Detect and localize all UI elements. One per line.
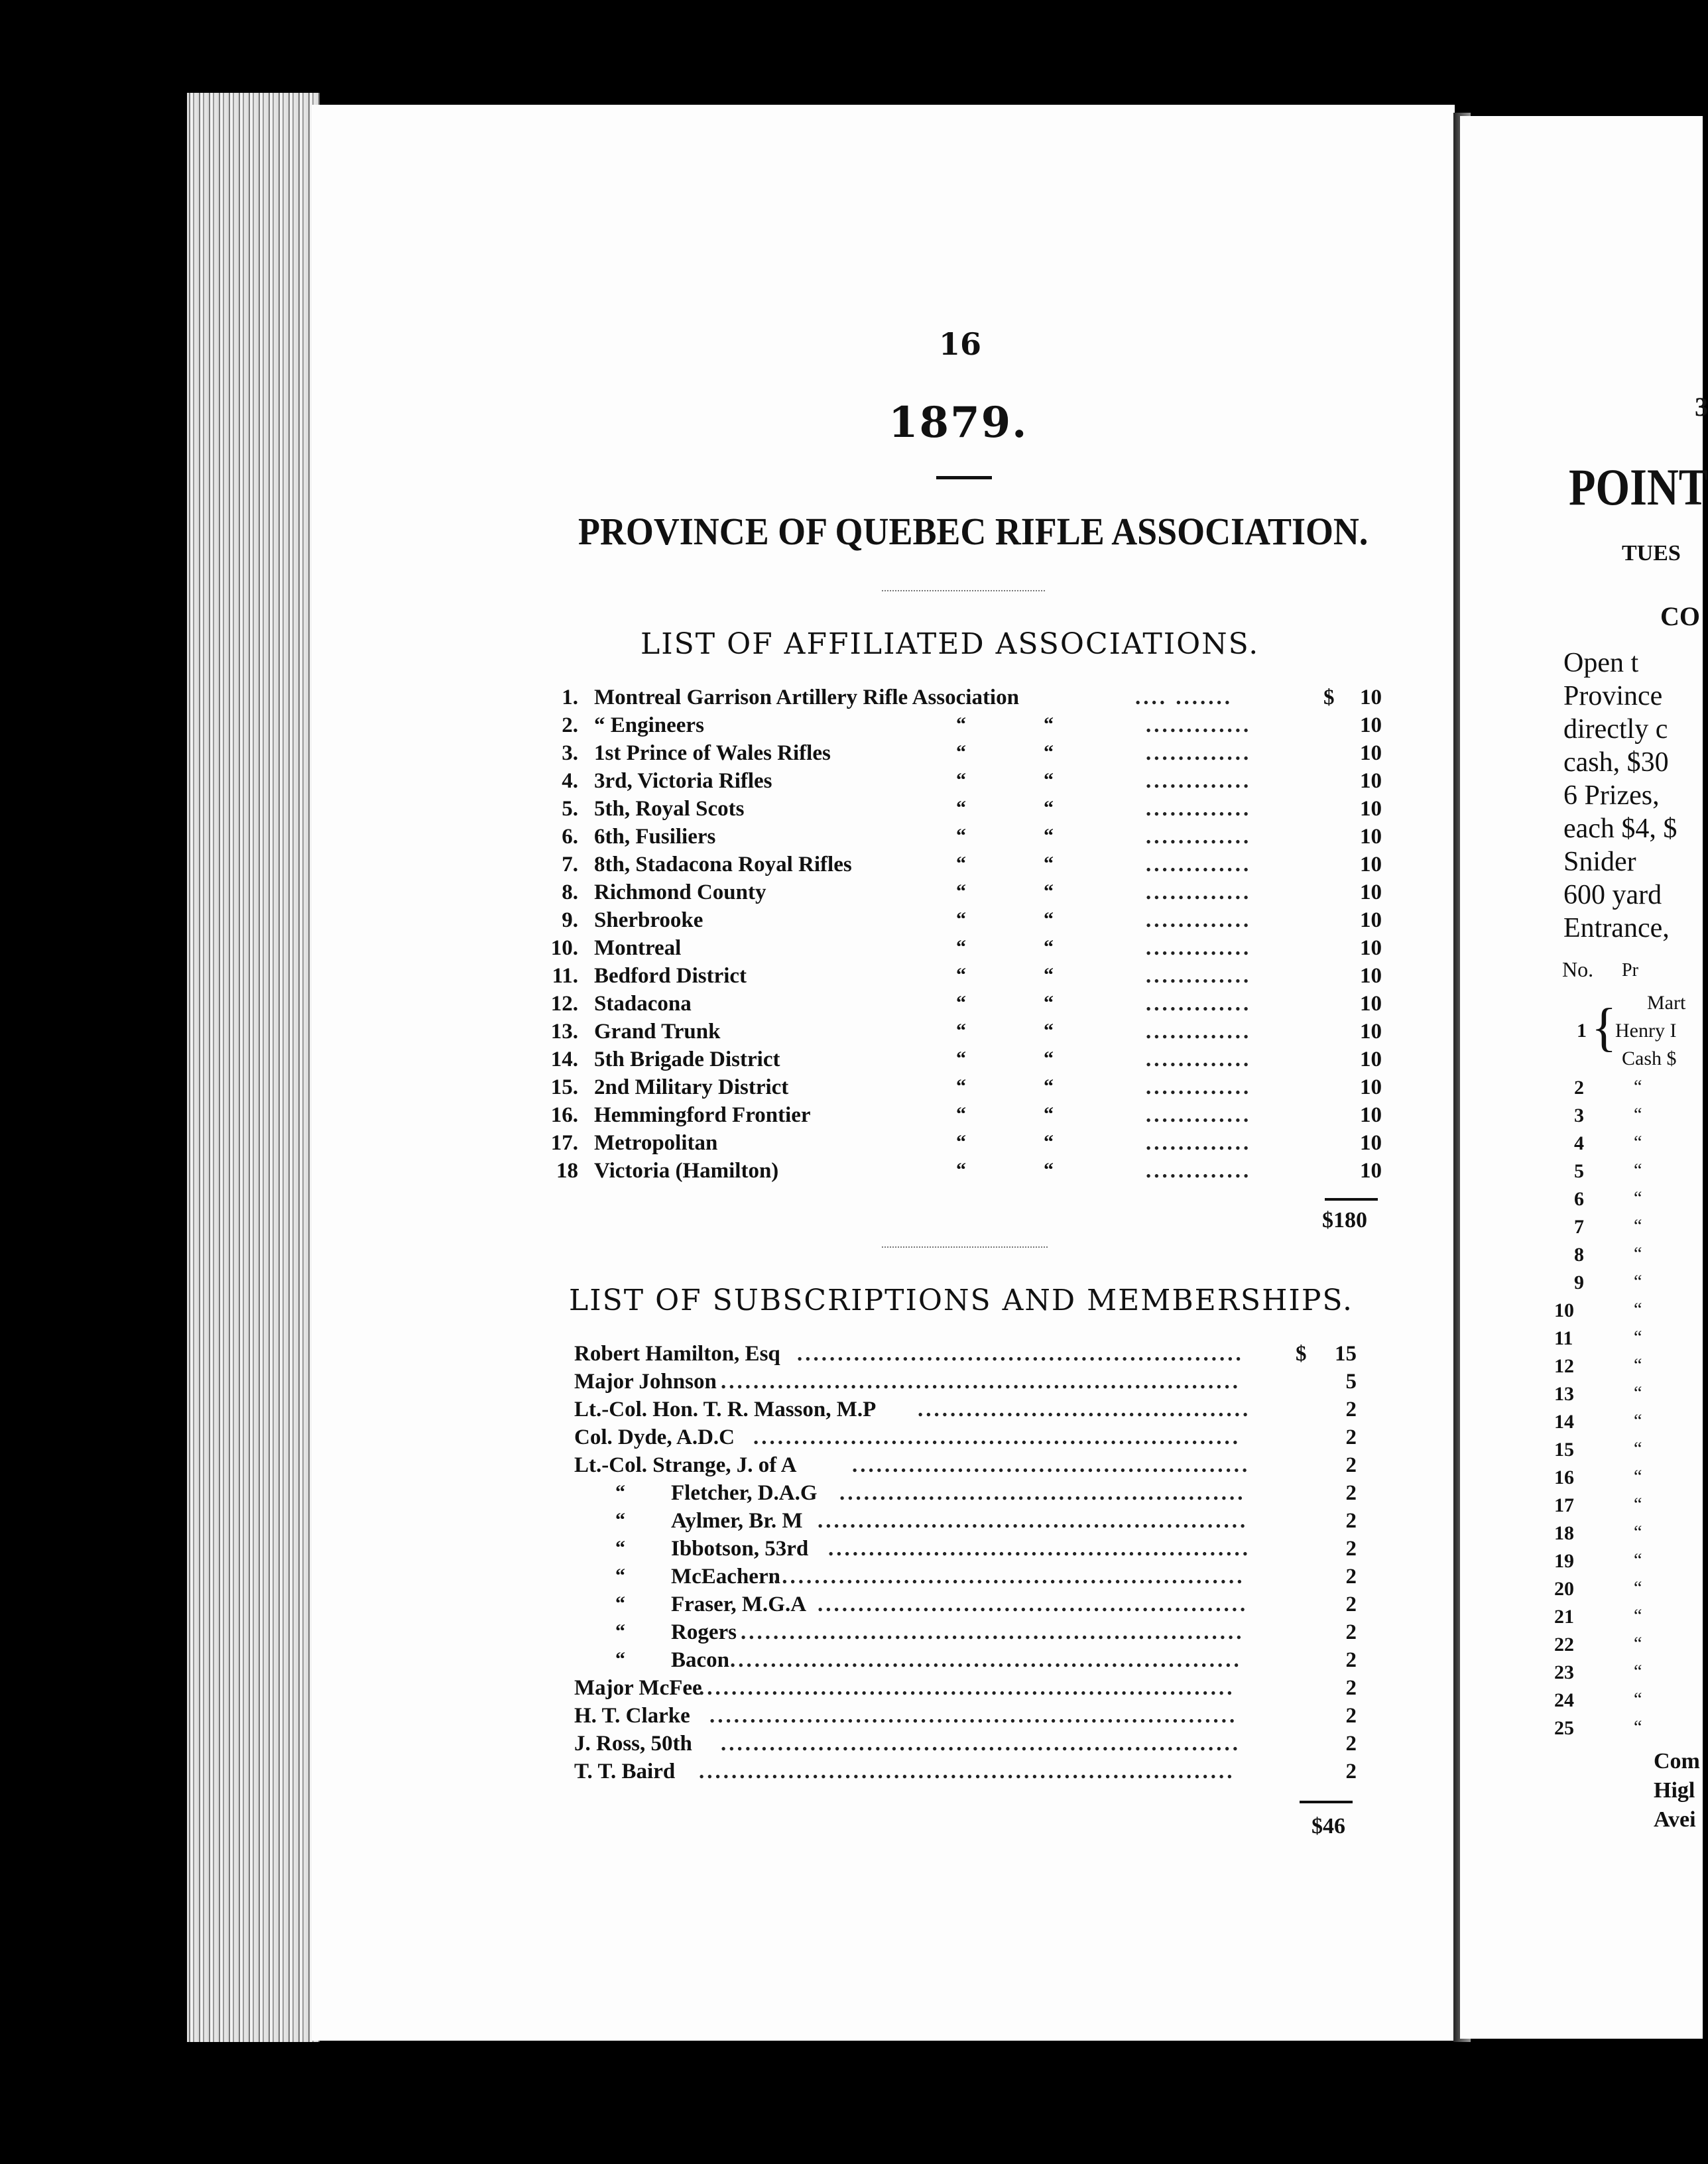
dot-leader: .......................................................... <box>774 1565 1245 1589</box>
ditto-mark: “ <box>1634 1132 1642 1153</box>
amount: 10 <box>1360 1075 1382 1099</box>
prize-number: 3 <box>1574 1105 1584 1126</box>
amount: 2 <box>1345 1453 1357 1477</box>
prize-number: 7 <box>1574 1216 1584 1238</box>
amount: 2 <box>1345 1565 1357 1589</box>
dot-leader: ..................................................... <box>818 1593 1249 1616</box>
amount: 2 <box>1345 1509 1357 1533</box>
dot-leader: ................................................................ <box>721 1732 1241 1756</box>
row-number: 9. <box>562 908 578 932</box>
amount: 2 <box>1345 1732 1357 1756</box>
amount: 2 <box>1345 1425 1357 1449</box>
ditto-mark: “ <box>1634 1327 1642 1348</box>
ditto-mark: “ <box>956 1103 966 1125</box>
right-text-line: Entrance, <box>1563 913 1670 943</box>
prize-number: 25 <box>1554 1717 1574 1739</box>
ditto-mark: “ <box>956 992 966 1014</box>
ditto-mark: “ <box>956 1020 966 1042</box>
dot-leader: ............................................................ <box>753 1425 1241 1449</box>
association-name: Grand Trunk <box>594 1020 721 1044</box>
association-name: 1st Prince of Wales Rifles <box>594 741 831 765</box>
dot-leader: ............. <box>1146 1048 1252 1071</box>
dot-leader: ............. <box>1146 992 1252 1016</box>
right-text-line: Open t <box>1563 648 1639 678</box>
ditto-mark: “ <box>615 1620 625 1642</box>
ditto-mark: “ <box>1634 1467 1642 1487</box>
row-number: 13. <box>550 1020 578 1044</box>
ditto-mark: “ <box>1634 1383 1642 1404</box>
dot-leader: ....................................................... <box>797 1342 1244 1366</box>
dot-leader: ................................................. <box>852 1453 1250 1477</box>
ditto-mark: “ <box>615 1565 625 1587</box>
association-name: Richmond County <box>594 880 766 904</box>
prize-line: Henry I <box>1615 1020 1677 1042</box>
association-name: 6th, Fusiliers <box>594 825 716 849</box>
association-name: Victoria (Hamilton) <box>594 1159 779 1183</box>
row-number: 12. <box>550 992 578 1016</box>
currency-sign: $ <box>1296 1342 1307 1366</box>
prize-number: 10 <box>1554 1299 1574 1321</box>
prize-number: 6 <box>1574 1188 1584 1210</box>
amount: 10 <box>1360 686 1382 709</box>
right-page-number-fragment: 3 <box>1695 392 1708 422</box>
right-page-title-fragment: POINT <box>1569 458 1708 516</box>
row-number: 6. <box>562 825 578 849</box>
amount: 5 <box>1345 1370 1357 1394</box>
ditto-mark: “ <box>1044 1048 1054 1069</box>
short-rule <box>936 476 992 479</box>
ditto-mark: “ <box>1044 797 1054 819</box>
association-name: 5th Brigade District <box>594 1048 780 1071</box>
ditto-mark: “ <box>1634 1606 1642 1626</box>
ditto-mark: “ <box>956 908 966 930</box>
member-name: Fraser, M.G.A <box>671 1593 807 1616</box>
member-name: Ibbotson, 53rd <box>671 1537 809 1561</box>
amount: 10 <box>1360 741 1382 765</box>
member-name: Aylmer, Br. M <box>671 1509 803 1533</box>
association-name: 5th, Royal Scots <box>594 797 745 821</box>
ditto-mark: “ <box>1044 936 1054 958</box>
prize-number: 19 <box>1554 1550 1574 1572</box>
member-name: Lt.-Col. Strange, J. of A <box>574 1453 797 1477</box>
page-number: 16 <box>939 326 982 362</box>
association-name: Stadacona <box>594 992 692 1016</box>
prize-number: 1 <box>1577 1020 1587 1042</box>
dot-leader: .............................................................. <box>741 1620 1245 1644</box>
ditto-mark: “ <box>956 797 966 819</box>
amount: 2 <box>1345 1537 1357 1561</box>
right-footer-line: Higl <box>1654 1778 1695 1803</box>
prize-number: 18 <box>1554 1522 1574 1544</box>
right-text-line: 600 yard <box>1563 880 1662 910</box>
right-text-line: Province <box>1563 681 1663 711</box>
dot-leader: ............. <box>1146 825 1252 849</box>
amount: 10 <box>1360 1131 1382 1155</box>
prize-number: 16 <box>1554 1467 1574 1488</box>
amount: 15 <box>1335 1342 1357 1366</box>
prize-line: Cash $ <box>1622 1048 1677 1069</box>
row-number: 11. <box>552 964 578 988</box>
ditto-mark: “ <box>1634 1077 1642 1097</box>
ditto-mark: “ <box>615 1481 625 1503</box>
amount: 10 <box>1360 797 1382 821</box>
amount: 10 <box>1360 1159 1382 1183</box>
association-name: “ Engineers <box>594 713 704 737</box>
amount: 10 <box>1360 936 1382 960</box>
ditto-mark: “ <box>1044 1159 1054 1181</box>
member-name: McEachern <box>671 1565 780 1589</box>
ditto-mark: “ <box>1634 1188 1642 1209</box>
association-name: Metropolitan <box>594 1131 718 1155</box>
member-name: Rogers <box>671 1620 737 1644</box>
ditto-mark: “ <box>956 713 966 735</box>
amount: 2 <box>1345 1760 1357 1783</box>
dot-leader: .................................................... <box>828 1537 1250 1561</box>
ditto-mark: “ <box>1044 1131 1054 1153</box>
dot-leader: ............. <box>1146 1159 1252 1183</box>
association-name: 8th, Stadacona Royal Rifles <box>594 853 852 876</box>
amount: 2 <box>1345 1398 1357 1421</box>
ditto-mark: “ <box>956 880 966 902</box>
amount: 2 <box>1345 1481 1357 1505</box>
dot-leader: ............. <box>1146 908 1252 932</box>
amount: 10 <box>1360 880 1382 904</box>
member-name: Bacon <box>671 1648 730 1672</box>
prize-line: Mart <box>1647 992 1686 1014</box>
prize-number: 21 <box>1554 1606 1574 1628</box>
subscriptions-total-rule <box>1300 1801 1353 1803</box>
row-number: 18 <box>556 1159 578 1183</box>
prize-number: 20 <box>1554 1578 1574 1600</box>
association-name: Sherbrooke <box>594 908 703 932</box>
row-number: 2. <box>562 713 578 737</box>
amount: 10 <box>1360 713 1382 737</box>
ditto-mark: “ <box>615 1509 625 1531</box>
prize-number: 17 <box>1554 1494 1574 1516</box>
ditto-mark: “ <box>956 1131 966 1153</box>
dot-leader: ............. <box>1146 741 1252 765</box>
dot-leader: ......................................... <box>918 1398 1251 1421</box>
dot-leader: .... ....... <box>1135 686 1233 709</box>
ditto-mark: “ <box>1044 992 1054 1014</box>
dot-leader: ............. <box>1146 936 1252 960</box>
right-col-prize: Pr <box>1622 960 1638 981</box>
member-name: Lt.-Col. Hon. T. R. Masson, M.P <box>574 1398 877 1421</box>
affiliated-total-rule <box>1325 1198 1378 1201</box>
amount: 10 <box>1360 992 1382 1016</box>
dot-leader: ............. <box>1146 880 1252 904</box>
ditto-mark: “ <box>1634 1411 1642 1431</box>
member-name: H. T. Clarke <box>574 1704 690 1728</box>
dot-leader: ................................................................ <box>721 1370 1241 1394</box>
prize-number: 14 <box>1554 1411 1574 1433</box>
prize-number: 23 <box>1554 1661 1574 1683</box>
dot-leader: ............. <box>1146 1075 1252 1099</box>
prize-number: 4 <box>1574 1132 1584 1154</box>
amount: 10 <box>1360 1020 1382 1044</box>
member-name: Col. Dyde, A.D.C <box>574 1425 735 1449</box>
ditto-mark: “ <box>956 741 966 763</box>
dot-leader: ............. <box>1146 769 1252 793</box>
ditto-mark: “ <box>956 853 966 874</box>
row-number: 4. <box>562 769 578 793</box>
prize-number: 15 <box>1554 1439 1574 1461</box>
right-text-line: cash, $30 <box>1563 747 1669 778</box>
ditto-mark: “ <box>1044 713 1054 735</box>
dot-leader: ............. <box>1146 964 1252 988</box>
prize-number: 13 <box>1554 1383 1574 1405</box>
amount: 10 <box>1360 1103 1382 1127</box>
row-number: 17. <box>550 1131 578 1155</box>
ditto-mark: “ <box>1044 1075 1054 1097</box>
amount: 10 <box>1360 769 1382 793</box>
row-number: 5. <box>562 797 578 821</box>
dotted-divider <box>882 590 1045 593</box>
member-name: Major Johnson <box>574 1370 717 1394</box>
row-number: 8. <box>562 880 578 904</box>
ditto-mark: “ <box>1634 1160 1642 1181</box>
affiliated-total: $180 <box>1322 1208 1367 1232</box>
right-text-line: 6 Prizes, <box>1563 780 1660 811</box>
subscriptions-heading: LIST OF SUBSCRIPTIONS AND MEMBERSHIPS. <box>569 1284 1353 1317</box>
right-footer-line: Avei <box>1654 1807 1696 1832</box>
prize-number: 12 <box>1554 1355 1574 1377</box>
ditto-mark: “ <box>1044 825 1054 847</box>
right-text-line: directly c <box>1563 714 1668 745</box>
currency-sign: $ <box>1323 686 1335 709</box>
ditto-mark: “ <box>615 1593 625 1614</box>
ditto-mark: “ <box>1634 1661 1642 1682</box>
amount: 10 <box>1360 1048 1382 1071</box>
prize-number: 22 <box>1554 1634 1574 1655</box>
amount: 2 <box>1345 1676 1357 1700</box>
ditto-mark: “ <box>1634 1494 1642 1515</box>
prize-number: 2 <box>1574 1077 1584 1099</box>
member-name: J. Ross, 50th <box>574 1732 692 1756</box>
amount: 10 <box>1360 908 1382 932</box>
amount: 2 <box>1345 1704 1357 1728</box>
member-name: T. T. Baird <box>574 1760 676 1783</box>
ditto-mark: “ <box>956 936 966 958</box>
association-name: Bedford District <box>594 964 747 988</box>
ditto-mark: “ <box>1044 908 1054 930</box>
row-number: 10. <box>550 936 578 960</box>
ditto-mark: “ <box>956 825 966 847</box>
dot-leader: ............. <box>1146 1020 1252 1044</box>
ditto-mark: “ <box>1634 1272 1642 1292</box>
page-stack-edge <box>187 93 320 2042</box>
amount: 10 <box>1360 853 1382 876</box>
ditto-mark: “ <box>956 769 966 791</box>
dotted-divider <box>882 1246 1048 1249</box>
year-heading: 1879. <box>888 398 1028 448</box>
ditto-mark: “ <box>615 1648 625 1670</box>
association-name: 3rd, Victoria Rifles <box>594 769 772 793</box>
ditto-mark: “ <box>956 1075 966 1097</box>
ditto-mark: “ <box>1634 1522 1642 1543</box>
dot-leader: ..................................................... <box>818 1509 1249 1533</box>
ditto-mark: “ <box>1044 880 1054 902</box>
ditto-mark: “ <box>1634 1550 1642 1571</box>
prize-number: 24 <box>1554 1689 1574 1711</box>
row-number: 7. <box>562 853 578 876</box>
dot-leader: ............. <box>1146 1103 1252 1127</box>
ditto-mark: “ <box>956 1048 966 1069</box>
right-col-no: No. <box>1562 957 1594 981</box>
right-page-co-fragment: CO <box>1660 601 1700 631</box>
row-number: 15. <box>550 1075 578 1099</box>
row-number: 16. <box>550 1103 578 1127</box>
dot-leader: .................................................. <box>839 1481 1246 1505</box>
dot-leader: ............................................................... <box>730 1648 1242 1672</box>
subscriptions-total: $46 <box>1312 1814 1345 1838</box>
ditto-mark: “ <box>1634 1634 1642 1654</box>
prize-number: 11 <box>1554 1327 1573 1349</box>
right-text-line: each $4, $ <box>1563 813 1677 844</box>
member-name: Fletcher, D.A.G <box>671 1481 818 1505</box>
association-title: PROVINCE OF QUEBEC RIFLE ASSOCIATION. <box>578 510 1369 553</box>
amount: 2 <box>1345 1593 1357 1616</box>
dot-leader: ............. <box>1146 853 1252 876</box>
dot-leader: .................................................................. <box>699 1760 1235 1783</box>
row-number: 14. <box>550 1048 578 1071</box>
amount: 10 <box>1360 825 1382 849</box>
prize-number: 9 <box>1574 1272 1584 1293</box>
prize-number: 5 <box>1574 1160 1584 1182</box>
ditto-mark: “ <box>956 964 966 986</box>
ditto-mark: “ <box>956 1159 966 1181</box>
ditto-mark: “ <box>1634 1578 1642 1598</box>
dot-leader: ............. <box>1146 1131 1252 1155</box>
amount: 10 <box>1360 964 1382 988</box>
ditto-mark: “ <box>1634 1439 1642 1459</box>
amount: 2 <box>1345 1620 1357 1644</box>
row-number: 1. <box>562 686 578 709</box>
affiliated-heading: LIST OF AFFILIATED ASSOCIATIONS. <box>640 627 1260 661</box>
ditto-mark: “ <box>1634 1299 1642 1320</box>
ditto-mark: “ <box>1044 1020 1054 1042</box>
prize-number: 8 <box>1574 1244 1584 1266</box>
dot-leader: .................................................................. <box>699 1676 1235 1700</box>
ditto-mark: “ <box>1044 769 1054 791</box>
right-footer-line: Com <box>1654 1749 1700 1773</box>
row-number: 3. <box>562 741 578 765</box>
amount: 2 <box>1345 1648 1357 1672</box>
association-name: Hemmingford Frontier <box>594 1103 811 1127</box>
ditto-mark: “ <box>1044 1103 1054 1125</box>
right-text-line: Snider <box>1563 847 1636 877</box>
association-name: Montreal Garrison Artillery Rifle Association <box>594 686 1019 709</box>
association-name: Montreal <box>594 936 682 960</box>
ditto-mark: “ <box>1634 1717 1642 1738</box>
ditto-mark: “ <box>1634 1244 1642 1264</box>
ditto-mark: “ <box>1634 1216 1642 1236</box>
ditto-mark: “ <box>1044 964 1054 986</box>
dot-leader: ................................................................. <box>709 1704 1238 1728</box>
right-page-subtitle-fragment: TUES <box>1622 541 1681 566</box>
brace-symbol: { <box>1591 998 1617 1057</box>
dot-leader: ............. <box>1146 713 1252 737</box>
member-name: Major McFee <box>574 1676 702 1700</box>
ditto-mark: “ <box>1634 1355 1642 1376</box>
ditto-mark: “ <box>1634 1105 1642 1125</box>
ditto-mark: “ <box>1634 1689 1642 1710</box>
dot-leader: ............. <box>1146 797 1252 821</box>
ditto-mark: “ <box>1044 741 1054 763</box>
ditto-mark: “ <box>1044 853 1054 874</box>
ditto-mark: “ <box>615 1537 625 1559</box>
association-name: 2nd Military District <box>594 1075 789 1099</box>
member-name: Robert Hamilton, Esq <box>574 1342 780 1366</box>
